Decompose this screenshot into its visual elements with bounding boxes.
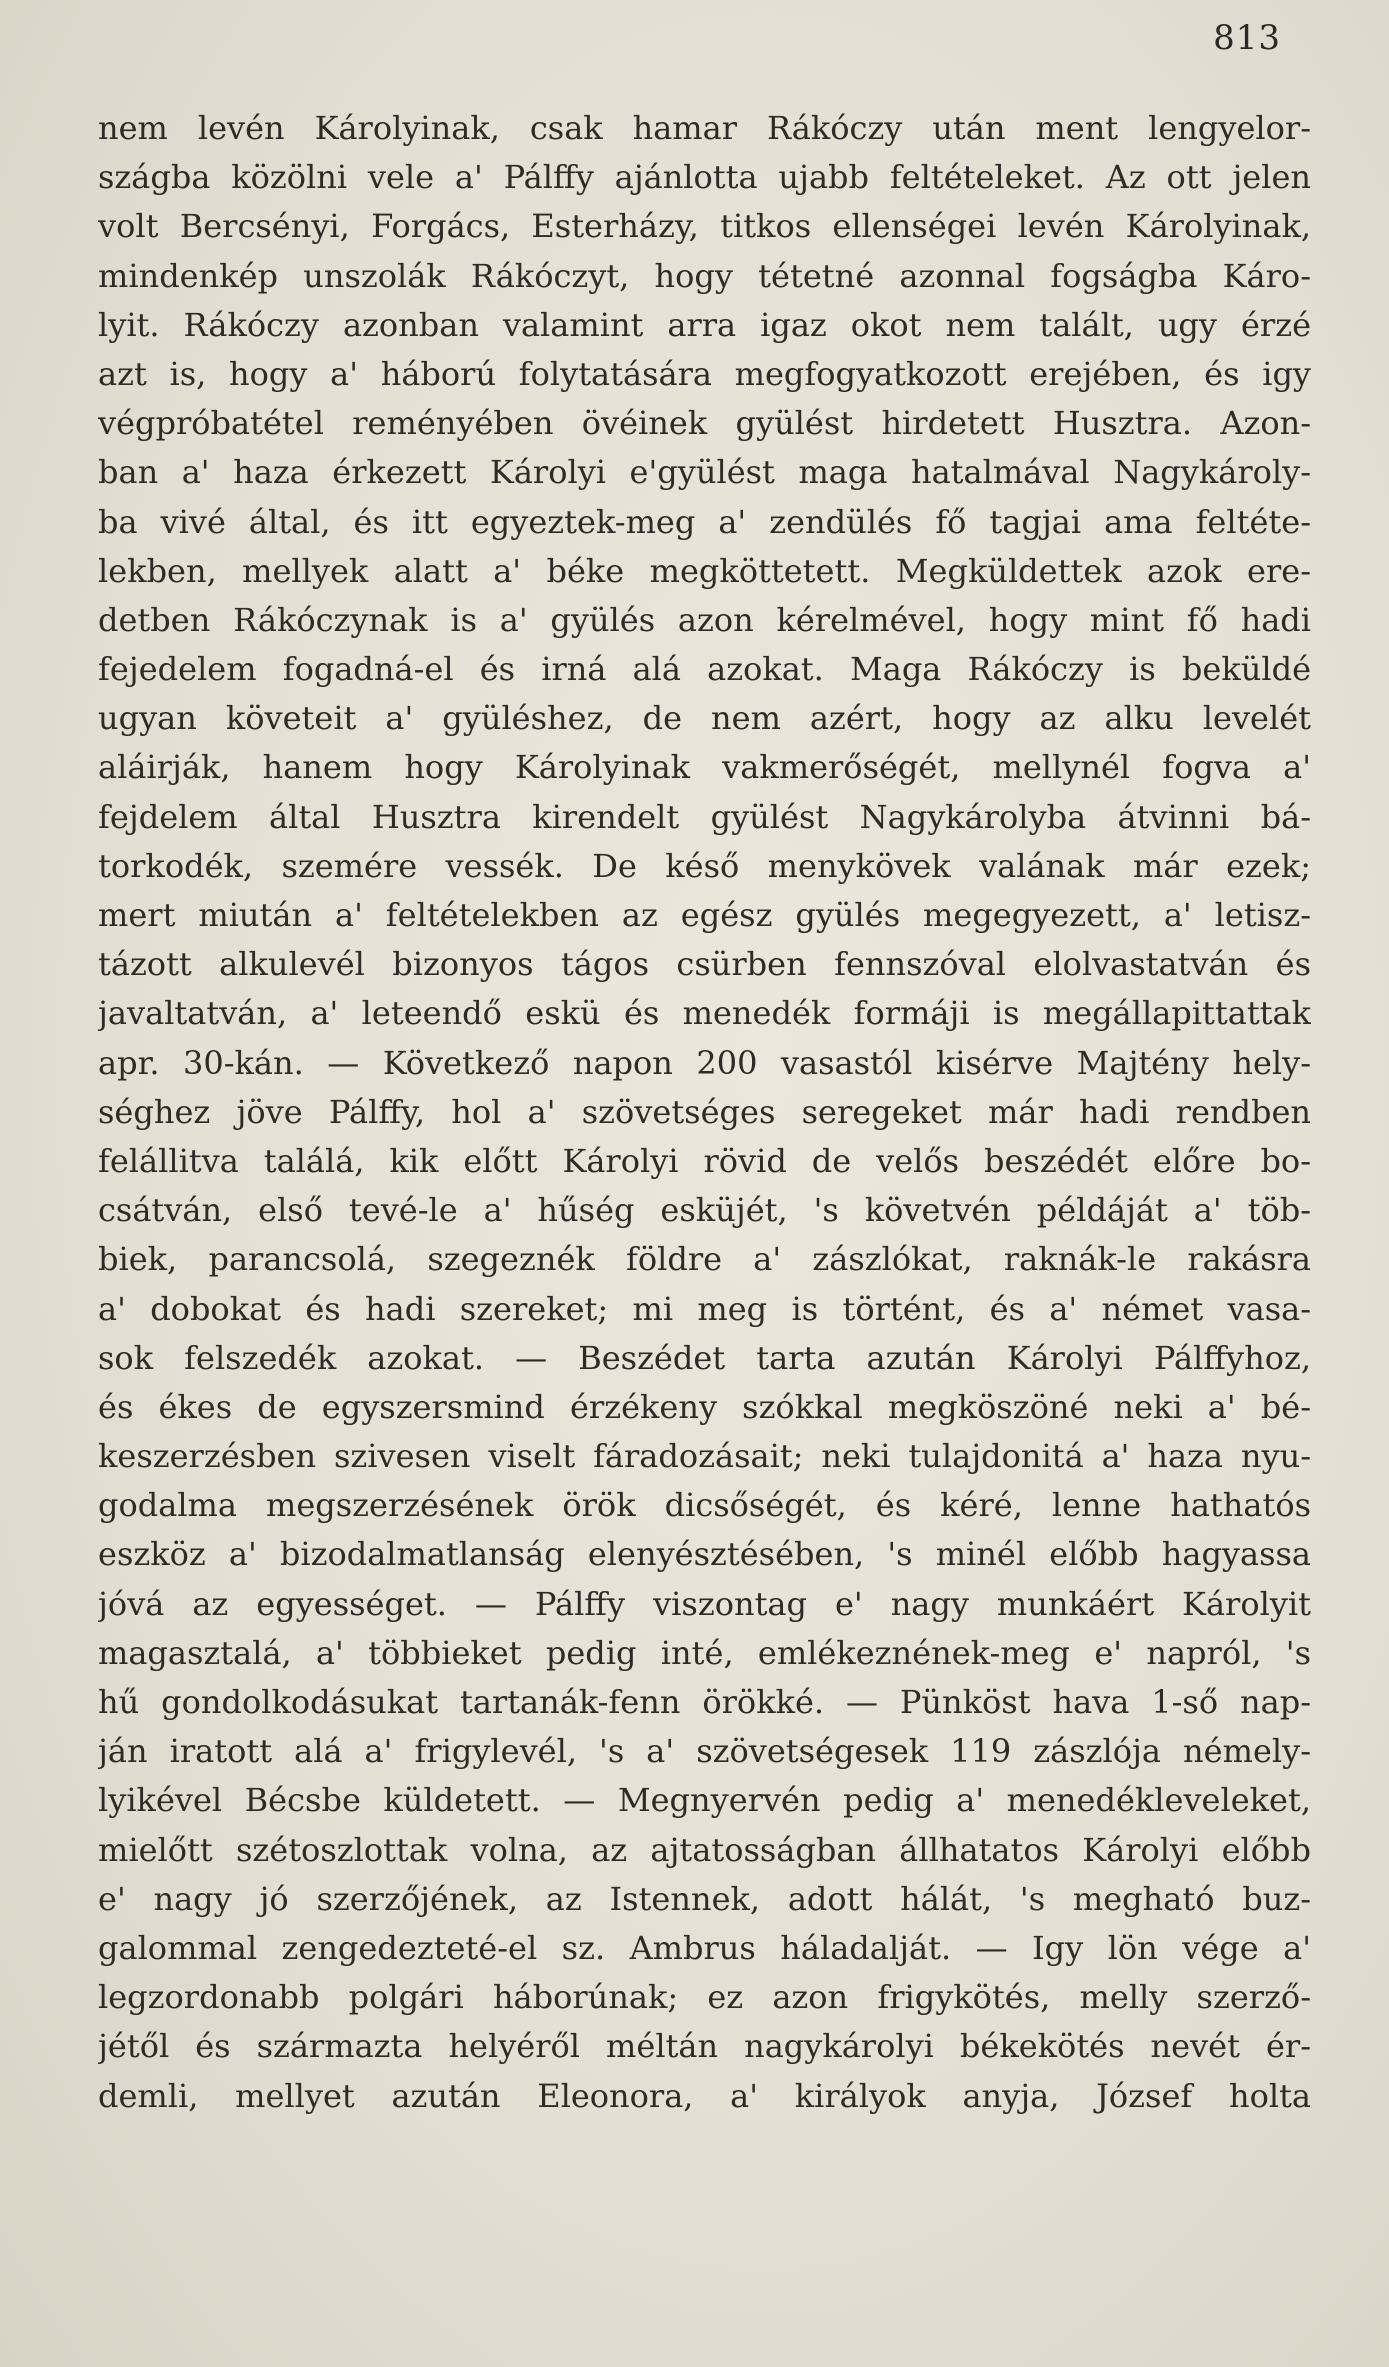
text-line: aláirják, hanem hogy Károlyinak vakmerőségét, mellynél fogva a' <box>98 748 1311 787</box>
text-line: ugyan követeit a' gyüléshez, de nem azért, hogy az alku levelét <box>98 699 1311 738</box>
text-line: demli, mellyet azután Eleonora, a' királyok anyja, József holta <box>98 2076 1311 2115</box>
text-line: torkodék, szemére vessék. De késő menykövek valának már ezek; <box>98 846 1311 885</box>
text-line: lekben, mellyek alatt a' béke megköttetett. Megküldettek azok ere- <box>98 551 1311 590</box>
text-line: ba vivé által, és itt egyeztek-meg a' zendülés fő tagjai ama feltéte- <box>98 502 1311 541</box>
text-line: mindenkép unszolák Rákóczyt, hogy tétetné azonnal fogságba Káro- <box>98 256 1311 295</box>
text-line: biek, parancsolá, szegeznék földre a' zászlókat, raknák-le rakásra <box>98 1240 1311 1279</box>
text-line: hű gondolkodásukat tartanák-fenn örökké. — Pünköst hava 1-ső nap- <box>98 1683 1311 1721</box>
text-line: végpróbatétel reményében övéinek gyülést hirdetett Husztra. Azon- <box>98 404 1311 443</box>
text-line: nem levén Károlyinak, csak hamar Rákóczy után ment lengyelor- <box>98 109 1311 147</box>
text-line: és ékes de egyszersmind érzékeny szókkal megköszöné neki a' bé- <box>98 1387 1311 1426</box>
text-line: fejdelem által Husztra kirendelt gyülést Nagykárolyba átvinni bá- <box>98 797 1311 836</box>
text-line: volt Bercsényi, Forgács, Esterházy, titkos ellenségei levén Károlyinak, <box>98 207 1311 246</box>
text-line: magasztalá, a' többieket pedig inté, emlékeznének-meg e' napról, 's <box>98 1633 1311 1672</box>
text-line: fejedelem fogadná-el és irná alá azokat. Maga Rákóczy is beküldé <box>98 650 1311 689</box>
text-line: eszköz a' bizodalmatlanság elenyésztésében, 's minél előbb hagyassa <box>98 1535 1311 1574</box>
text-line: lyit. Rákóczy azonban valamint arra igaz okot nem talált, ugy érzé <box>98 305 1311 344</box>
text-line: detben Rákóczynak is a' gyülés azon kérelmével, hogy mint fő hadi <box>98 600 1311 639</box>
text-line: sok felszedék azokat. — Beszédet tarta azután Károlyi Pálffyhoz, <box>98 1338 1311 1377</box>
text-line: apr. 30-kán. — Következő napon 200 vasastól kisérve Majtény hely- <box>98 1043 1311 1082</box>
text-line: jóvá az egyességet. — Pálffy viszontag e' nagy munkáért Károlyit <box>98 1584 1311 1623</box>
text-line: godalma megszerzésének örök dicsőségét, és kéré, lenne hathatós <box>98 1486 1311 1525</box>
text-line: mielőtt szétoszlottak volna, az ajtatosságban állhatatos Károlyi előbb <box>98 1830 1311 1869</box>
text-line: a' dobokat és hadi szereket; mi meg is történt, és a' német vasa- <box>98 1289 1311 1328</box>
text-line: felállitva találá, kik előtt Károlyi rövid de velős beszédét előre bo- <box>98 1141 1311 1180</box>
text-line: keszerzésben szivesen viselt fáradozásait; neki tulajdonitá a' haza nyu- <box>98 1437 1311 1476</box>
text-line: tázott alkulevél bizonyos tágos csürben fennszóval elolvastatván és <box>98 945 1311 984</box>
text-line: mert miután a' feltételekben az egész gyülés megegyezett, a' letisz- <box>98 896 1311 934</box>
text-line: jétől és származta helyéről méltán nagykárolyi békekötés nevét ér- <box>98 2027 1311 2066</box>
text-line: séghez jöve Pálffy, hol a' szövetséges seregeket már hadi rendben <box>98 1092 1311 1131</box>
text-line: legzordonabb polgári háborúnak; ez azon frigykötés, melly szerző- <box>98 1978 1311 2017</box>
text-line: azt is, hogy a' háború folytatására megfogyatkozott erejében, és igy <box>98 354 1311 393</box>
text-line: ján iratott alá a' frigylevél, 's a' szövetségesek 119 zászlója némely- <box>98 1732 1311 1771</box>
text-line: lyikével Bécsbe küldetett. — Megnyervén pedig a' menedékleveleket, <box>98 1781 1311 1820</box>
text-line: csátván, első tevé-le a' hűség esküjét, 's követvén példáját a' töb- <box>98 1191 1311 1230</box>
page-number: 813 <box>1213 18 1281 58</box>
text-line: ban a' haza érkezett Károlyi e'gyülést maga hatalmával Nagykároly- <box>98 453 1311 492</box>
text-line: javaltatván, a' leteendő eskü és menedék formáji is megállapittattak <box>98 994 1311 1033</box>
text-line: galommal zengedezteté-el sz. Ambrus háladalját. — Igy lön vége a' <box>98 1928 1311 1967</box>
text-line: e' nagy jó szerzőjének, az Istennek, adott hálát, 's megható buz- <box>98 1879 1311 1918</box>
body-text <box>98 104 1311 2121</box>
text-line: szágba közölni vele a' Pálffy ajánlotta ujabb feltételeket. Az ott jelen <box>98 158 1311 197</box>
